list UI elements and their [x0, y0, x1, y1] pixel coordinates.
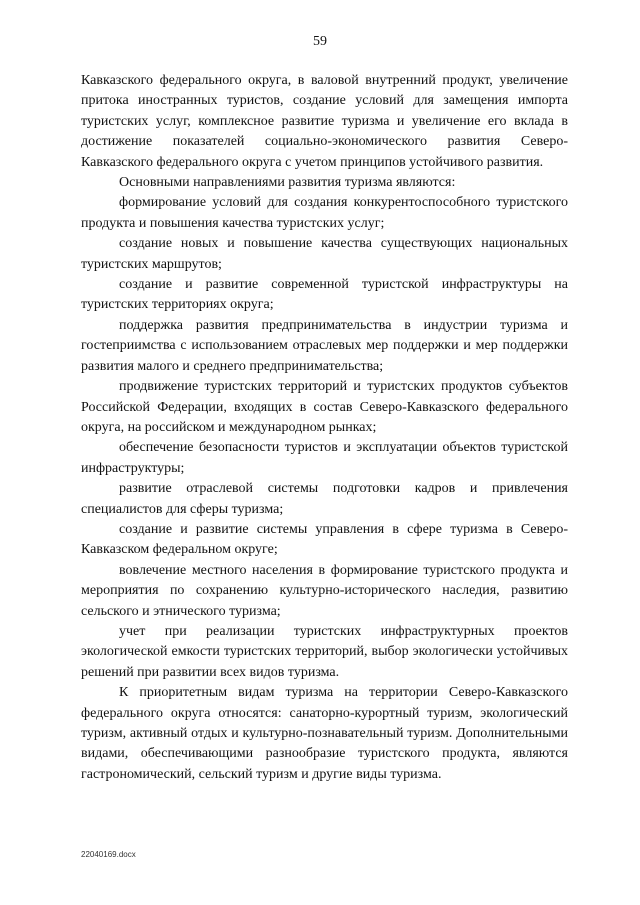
list-item: формирование условий для создания конкурентоспособного туристского продукта и повышения качества туристских услуг;	[81, 195, 568, 231]
list-item: продвижение туристских территорий и туристских продуктов субъектов Российской Федерации, входящих в состав Северо-Кавказского федерального округа, на российском и международном рынках;	[81, 379, 568, 435]
paragraph-priority-types: К приоритетным видам туризма на территории Северо-Кавказского федерального округа относятся: санаторно-курортный туризм, экологический туризм, активный отдых и культурно-познавательный туризм. Дополнительными видами, обеспечивающими разнообразие туристского продукта, являются гастрономический, сельский туризм и другие виды туризма.	[81, 685, 568, 782]
list-item: развитие отраслевой системы подготовки кадров и привлечения специалистов для сферы туризма;	[81, 481, 568, 517]
list-item: создание и развитие системы управления в сфере туризма в Северо-Кавказском федеральном округе;	[81, 521, 568, 558]
list-item: учет при реализации туристских инфраструктурных проектов экологической емкости туристских территорий, выбор экологически устойчивых решений при развитии всех видов туризма.	[81, 623, 568, 680]
page-number: 59	[313, 34, 327, 49]
list-item: создание новых и повышение качества существующих национальных туристских маршрутов;	[81, 236, 568, 272]
paragraph-directions-intro: Основными направлениями развития туризма являются:	[119, 175, 456, 191]
list-item: обеспечение безопасности туристов и эксплуатации объектов туристской инфраструктуры;	[81, 440, 568, 476]
body-text	[81, 71, 568, 785]
paragraph-continuation: Кавказского федерального округа, в валовой внутренний продукт, увеличение притока иностранных туристов, создание условий для замещения импорта туристских услуг, комплексное развитие туризма и увеличение его вклада в достижение показателей социально-экономического развития Северо-Кавказского федерального округа с учетом принципов устойчивого развития.	[81, 73, 568, 170]
list-item: поддержка развития предпринимательства в индустрии туризма и гостеприимства с использованием отраслевых мер поддержки и мер поддержки развития малого и среднего предпринимательства;	[81, 317, 568, 374]
document-footer-filename: 22040169.docx	[81, 850, 136, 859]
list-item: создание и развитие современной туристской инфраструктуры на туристских территориях округа;	[81, 277, 568, 313]
list-item: вовлечение местного населения в формирование туристского продукта и мероприятия по сохранению культурно-исторического наследия, развитию сельского и этнического туризма;	[81, 562, 568, 619]
